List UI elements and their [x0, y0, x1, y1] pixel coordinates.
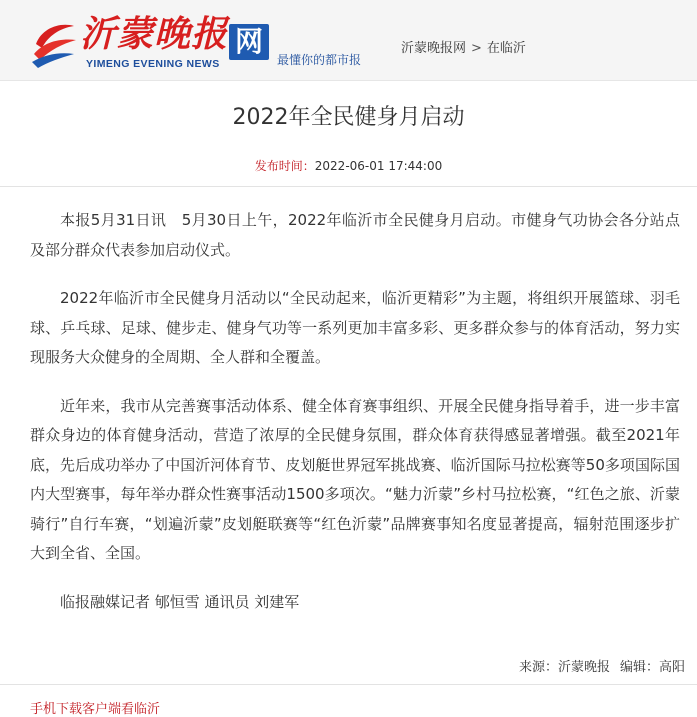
- publish-time-label: 发布时间：: [254, 159, 315, 173]
- article-title: 2022年全民健身月启动: [232, 105, 465, 130]
- article-publish-info: [0, 156, 697, 176]
- source-value: 沂蒙晚报: [557, 660, 610, 675]
- editor-label: 编辑：: [619, 660, 659, 675]
- breadcrumb: [401, 37, 526, 56]
- breadcrumb-separator: >: [471, 41, 482, 56]
- article-paragraph: 近年来，我市从完善赛事活动体系、健全体育赛事组织、开展全民健身指导着手，进一步丰富群众身边的体育健身活动，营造了浓厚的全民健身氛围，群众体育获得感显著增强。截至2021年底，先后成功举办了中国沂河体育节、皮划艇世界冠军挑战赛、临沂国际马拉松赛等50多项国际国内大型赛事，每年举办群众性赛事活动1500多项次。“魅力沂蒙”乡村马拉松赛，“红色之旅、沂蒙骑行”自行车赛，“划遍沂蒙”皮划艇联赛等“红色沂蒙”品牌赛事知名度显著提高，辐射范围逐步扩大到全省、全国。: [30, 396, 680, 562]
- site-logo-wang-badge: 网: [229, 24, 269, 60]
- publish-time-value: 2022-06-01 17:44:00: [314, 159, 443, 173]
- article-body: [30, 206, 680, 636]
- site-header: [0, 0, 697, 81]
- app-download-link[interactable]: 手机下载客户端看临沂: [30, 702, 161, 717]
- source-label: 来源：: [518, 660, 558, 675]
- article-paragraph: 本报5月31日讯 5月30日上午，2022年临沂市全民健身月启动。市健身气功协会各分站点及部分群众代表参加启动仪式。: [30, 211, 680, 259]
- breadcrumb-home-link[interactable]: 沂蒙晚报网: [401, 41, 467, 56]
- article-byline: 临报融媒记者 郇恒雪 通讯员 刘建军: [60, 592, 300, 611]
- site-logo-text[interactable]: 沂蒙晚报: [80, 13, 229, 55]
- editor-value: 高阳: [658, 660, 685, 675]
- article-source-info: [519, 656, 685, 675]
- footer-divider: [0, 684, 697, 685]
- title-divider: [0, 186, 697, 187]
- logo-swoosh-icon: [30, 14, 78, 68]
- site-logo-english: YIMENG EVENING NEWS: [86, 58, 220, 70]
- article-paragraph: 2022年临沂市全民健身月活动以“全民动起来，临沂更精彩”为主题，将组织开展篮球、羽毛球、乒乓球、足球、健步走、健身气功等一系列更加丰富多彩、更多群众参与的体育活动，努力实现服务大众健身的全周期、全人群和全覆盖。: [30, 289, 680, 366]
- site-slogan: 最懂你的都市报: [277, 53, 362, 67]
- breadcrumb-section-link[interactable]: 在临沂: [486, 41, 526, 56]
